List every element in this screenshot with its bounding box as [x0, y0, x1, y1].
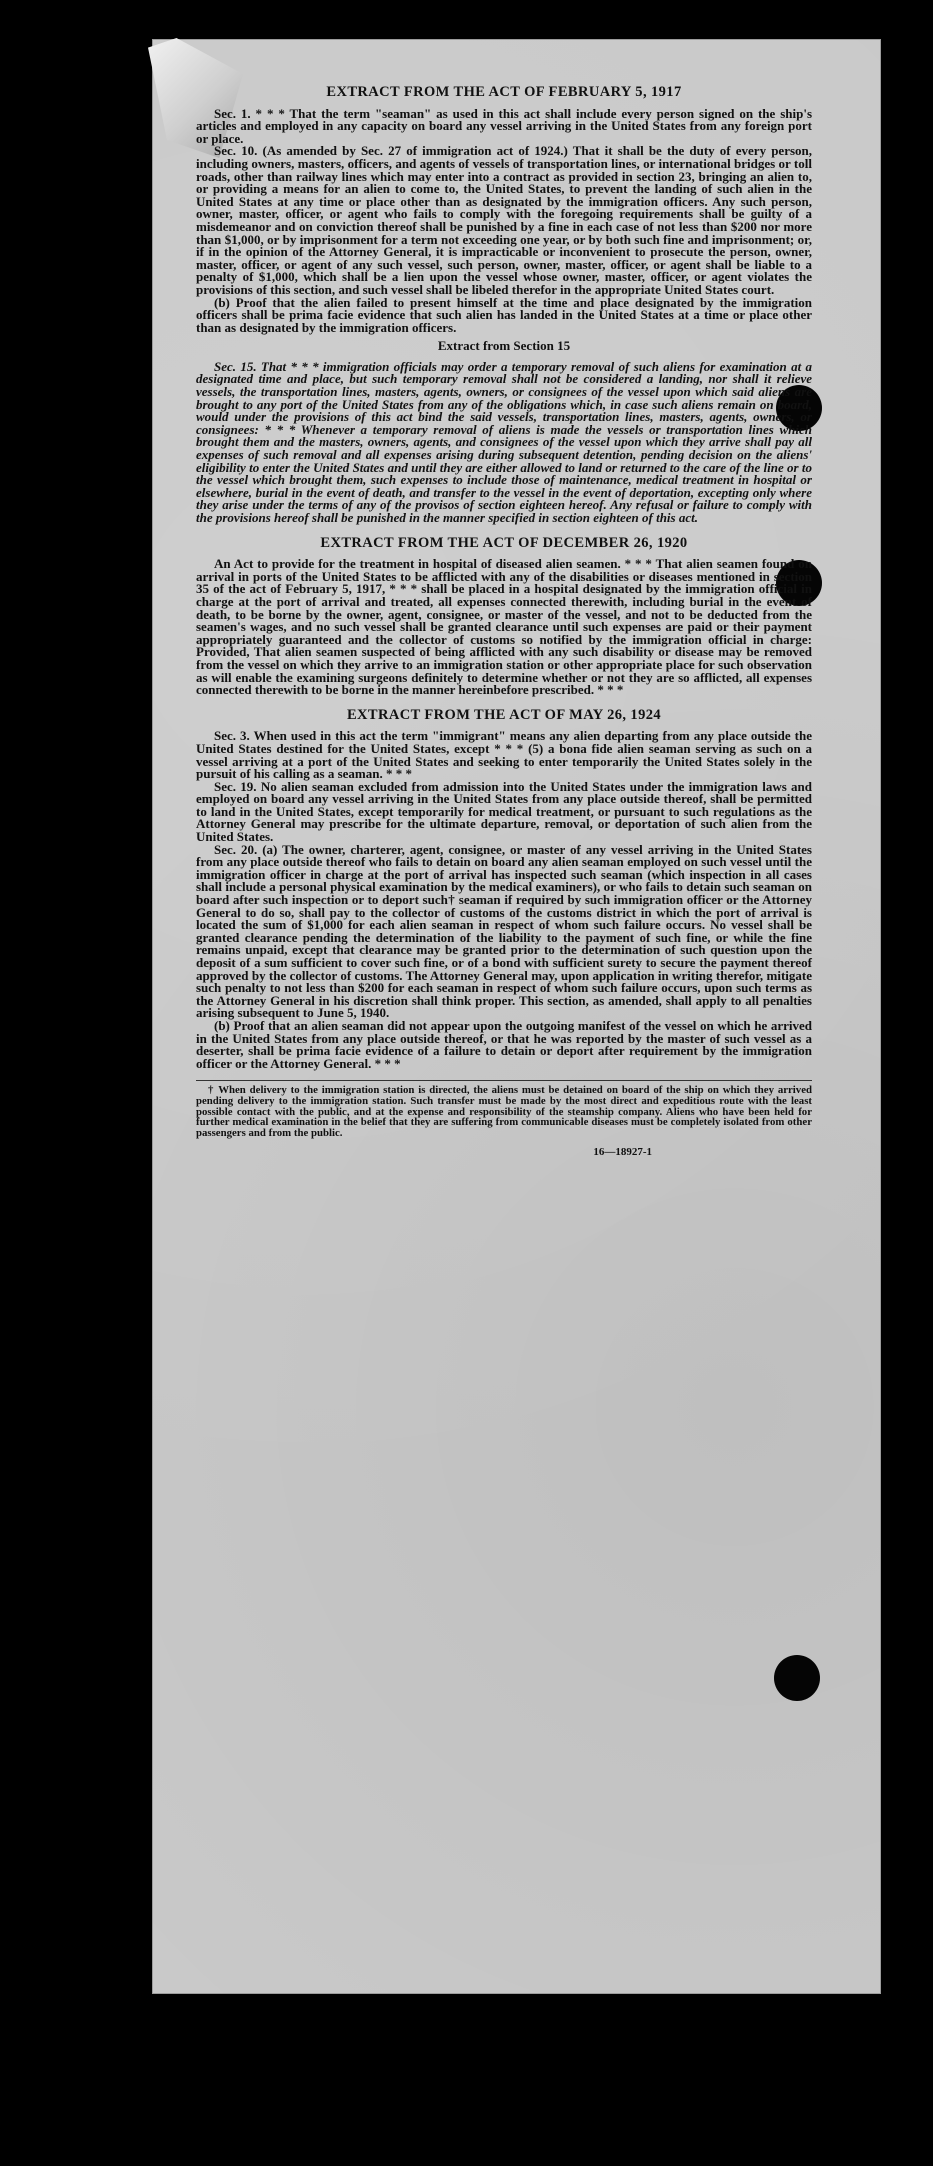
sec-19-paragraph: Sec. 19. No alien seaman excluded from admission into the United States under the immigration laws and employed on board any vessel arriving in the United States from any place outside thereof, shall be permitted to land in the United States, except temporarily for medical treatment, or pursuant to such regulations as the Attorney General may prescribe for the ultimate departure, removal, or deportation of such alien from the United States. — [196, 778, 812, 845]
heading-section-15: Extract from Section 15 — [437, 338, 571, 354]
sec-1-paragraph: Sec. 1. * * * That the term "seaman" as used in this act shall include every person signed on the ship's articles and employed in any capacity on board any vessel arriving in the United States from any foreign port or place. — [196, 105, 812, 146]
form-number: 16—18927-1 — [593, 1146, 652, 1159]
sec-15-paragraph: Sec. 15. That * * * immigration officials may order a temporary removal of such aliens for examination at a designated time and place, but such temporary removal shall not be considered a landing, nor shall it relieve vessels, the transportation lines, masters, agents, owners, or consignees of the vessel upon which said aliens are brought to any port of the United States from any of the obligations which, in case such aliens remain on board, would under the provisions of this act bind the said vessels, transportation lines, masters, agents, owners, or consignees: * * * Whenever a temporary removal of aliens is made the vessels or transportation lines which brought them and the masters, owners, agents, and consignees of the vessel upon which they arrive shall pay all expenses of such removal and all expenses arising during subsequent detention, pending decision on the aliens' eligibility to enter the United States and until they are either allowed to land or returned to the care of the line or to the vessel which brought them, such expenses to include those of maintenance, medical treatment in hospital or elsewhere, burial in the event of death, and transfer to the vessel in the event of deportation, excepting only where they arise under the terms of any of the provisos of section eighteen hereof. Any refusal or failure to comply with the provisions hereof shall be punished in the manner specified in section eighteen of this act. — [196, 358, 812, 525]
footnote: † When delivery to the immigration station is directed, the aliens must be detained on board of the ship on which they arrived pending delivery to the immigration station. Such transfer must be made by the most direct and expeditious route with the least possible contact with the public, and at the expense and responsibility of the steamship company. Aliens who have been held for further medical examination in the belief that they are suffering from communicable diseases must be completely isolated from other passengers and from the public. — [196, 1080, 812, 1138]
sec-20b-paragraph: (b) Proof that an alien seaman did not appear upon the outgoing manifest of the vessel on which he arrived in the United States from any place outside thereof, or that he was reported by the master of such vessel as a deserter, shall be prima facie evidence of a failure to detain or deport after requirement by the immigration officer or the Attorney General. * * * — [196, 1017, 812, 1071]
sec-20a-paragraph: Sec. 20. (a) The owner, charterer, agent, consignee, or master of any vessel arriving in the United States from any place outside thereof who fails to detain on board any alien seaman employed on such vessel until the immigration officer in charge at the port of arrival has inspected such seaman (which inspection in all cases shall include a personal physical examination by the medical examiners), or who fails to detain such seaman on board after such inspection or to deport such† seaman if required by such immigration officer or the Attorney General to do so, shall pay to the collector of customs of the customs district in which the port of arrival is located the sum of $1,000 for each alien seaman in respect of whom such failure occurs. No vessel shall be granted clearance pending the determination of the liability to the payment of such fine, or while the fine remains unpaid, except that clearance may be granted prior to the determination of such question upon the deposit of a sum sufficient to cover such fine, or of a bond with sufficient surety to secure the payment thereof approved by the collector of customs. The Attorney General may, upon application in writing therefor, mitigate such penalty to not less than $200 for each seaman in respect of whom such failure occurs, upon such terms as the Attorney General in his discretion shall think proper. This section, as amended, shall apply to all penalties arising subsequent to June 5, 1940. — [196, 841, 812, 1021]
act-1920-paragraph: An Act to provide for the treatment in hospital of diseased alien seamen. * * * That alien seamen found on arrival in ports of the United States to be afflicted with any of the disabilities or diseases mentioned in section 35 of the act of February 5, 1917, * * * shall be placed in a hospital designated by the immigration official in charge at the port of arrival and treated, all expenses connected therewith, including burial in the event of death, to be borne by the owner, agent, consignee, or master of the vessel, and not to be deducted from the seamen's wages, and no such vessel shall be granted clearance until such expenses are paid or their payment appropriately guaranteed and the collector of customs so notified by the immigration official in charge: Provided, That alien seamen suspected of being afflicted with any such disability or disease may be removed from the vessel on which they arrive to an immigration station or other appropriate place for such observation as will enable the examining surgeons definitely to determine whether or not they are so afflicted, all expenses connected therewith to be borne in the manner hereinbefore prescribed. * * * — [196, 556, 812, 698]
document-text — [196, 86, 812, 1159]
heading-act-1924: EXTRACT FROM THE ACT OF MAY 26, 1924 — [346, 706, 662, 723]
sec-10-paragraph: Sec. 10. (As amended by Sec. 27 of immigration act of 1924.) That it shall be the duty of every person, including owners, masters, officers, and agents of vessels of transportation lines, or international bridges or toll roads, other than railway lines which may enter into a contract as provided in section 23, bringing an alien to, or providing a means for an alien to come to, the United States, to prevent the landing of such alien in the United States at any time or place other than as designated by the immigration officers. Any such person, owner, master, officer, or agent who fails to comply with the foregoing requirements shall be guilty of a misdemeanor and on conviction thereof shall be punished by a fine in each case of not less than $200 nor more than $1,000, or by imprisonment for a term not exceeding one year, or by both such fine and imprisonment; or, if in the opinion of the Attorney General, it is impracticable or inconvenient to prosecute the person, owner, master, officer, or agent of any such vessel, such person, owner, master, officer, or agent shall be liable to a penalty of $1,000, which shall be a lien upon the vessel whose owner, master, officer, or agent violates the provisions of this section, and such vessel shall be libeled therefor in the appropriate United States court. — [196, 143, 812, 297]
heading-act-1917: EXTRACT FROM THE ACT OF FEBRUARY 5, 1917 — [326, 84, 682, 100]
sec-3-paragraph: Sec. 3. When used in this act the term "immigrant" means any alien departing from any place outside the United States destined for the United States, except * * * (5) a bona fide alien seaman serving as such on a vessel arriving at a port of the United States and seeking to enter temporarily the United States solely in the pursuit of his calling as a seaman. * * * — [196, 728, 812, 782]
punch-hole — [774, 1655, 820, 1701]
heading-act-1920: EXTRACT FROM THE ACT OF DECEMBER 26, 1920 — [320, 534, 688, 551]
sec-10b-paragraph: (b) Proof that the alien failed to present himself at the time and place designated by the immigration officers shall be prima facie evidence that such alien has landed in the United States at a time or place other than as designated by the immigration officers. — [196, 294, 812, 335]
